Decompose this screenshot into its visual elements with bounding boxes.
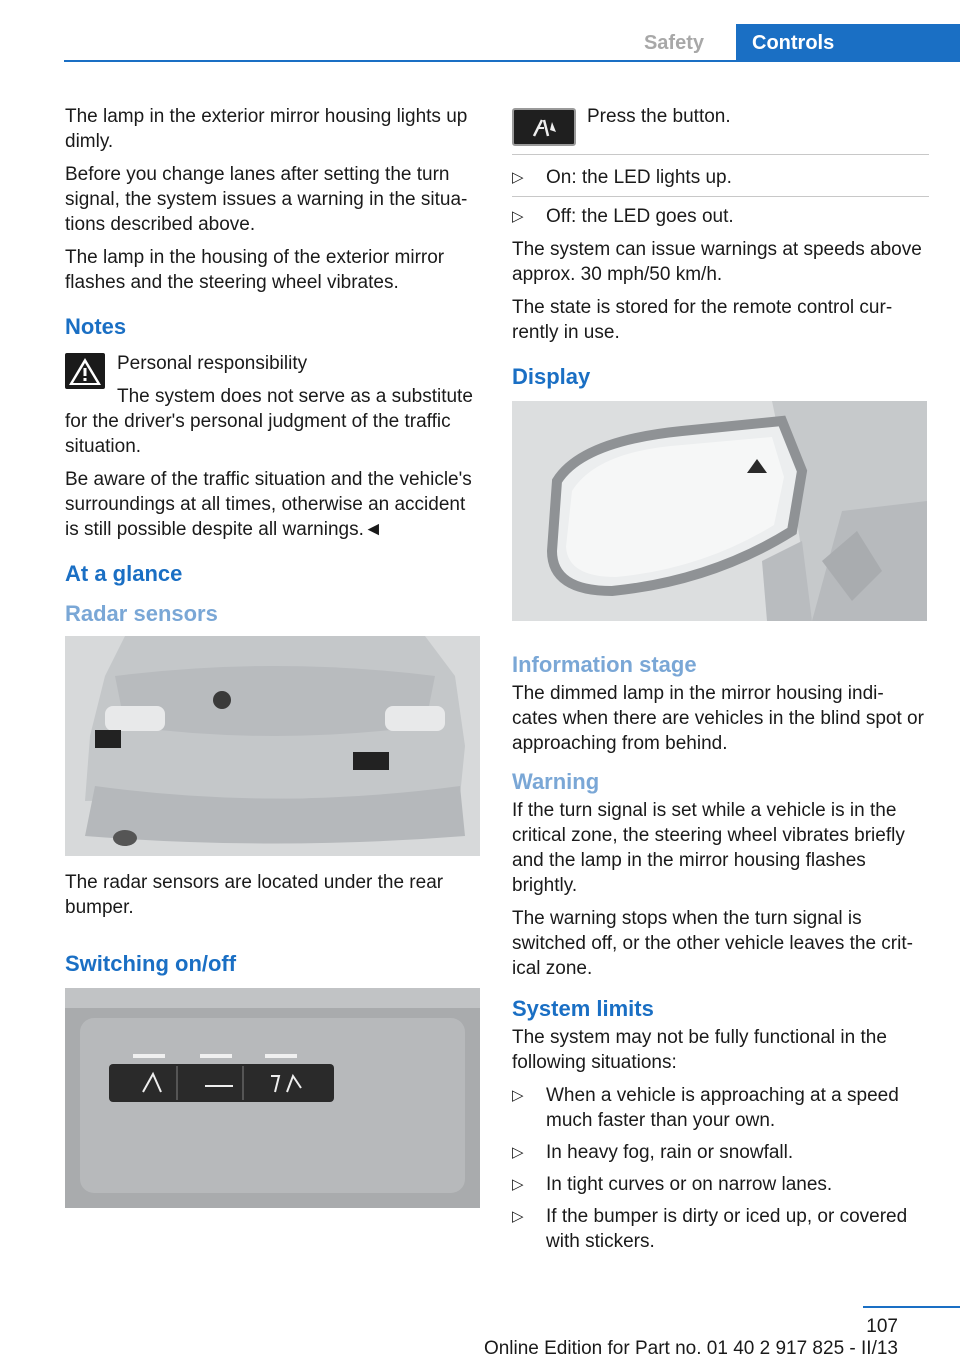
- paragraph: The warning stops when the turn signal is switched off, or the other vehicle leaves the crit‐ical zone.: [512, 908, 913, 979]
- heading-notes: Notes: [65, 314, 127, 339]
- paragraph: If the turn signal is set while a vehicle is in the critical zone, the steering wheel vibrates briefly and the lamp in the mirror housing flashes brightly.: [512, 800, 905, 896]
- press-instruction: Press the button.: [587, 106, 731, 127]
- on-off-list: [512, 165, 929, 229]
- heading-at-a-glance: At a glance: [65, 561, 183, 586]
- blind-spot-button-icon[interactable]: [512, 108, 576, 146]
- page-header: [0, 24, 960, 62]
- list-item: ▷ Off: the LED goes out.: [512, 204, 929, 229]
- list-item: ▷ In tight curves or on narrow lanes.: [512, 1172, 929, 1197]
- radar-caption: The radar sensors are located under the rear bumper.: [65, 872, 444, 918]
- list-item: ▷ If the bumper is dirty or iced up, or covered with stickers.: [512, 1204, 929, 1254]
- section-tab-controls[interactable]: Controls: [736, 24, 960, 62]
- list-item: ▷ On: the LED lights up.: [512, 165, 929, 197]
- paragraph: Before you change lanes after setting the turn signal, the system issues a warning in the situa‐tions described above.: [65, 164, 468, 235]
- heading-display: Display: [512, 364, 591, 389]
- list-item: ▷ In heavy fog, rain or snowfall.: [512, 1140, 929, 1165]
- edition-footer: Online Edition for Part no. 01 40 2 917 825 - II/13: [483, 1338, 898, 1359]
- page-number: 107: [866, 1316, 898, 1337]
- warning-triangle-icon: [65, 353, 105, 389]
- footer-rule: [863, 1306, 960, 1308]
- paragraph: The dimmed lamp in the mirror housing indi‐cates when there are vehicles in the blind spot or approaching from behind.: [512, 683, 924, 754]
- warning-note: [65, 351, 480, 376]
- switch-panel-figure: [65, 988, 480, 1208]
- note-title: Personal responsibility: [117, 353, 308, 374]
- right-column: [512, 104, 929, 1262]
- press-button-row: [512, 104, 929, 144]
- paragraph: The state is stored for the remote control cur‐rently in use.: [512, 297, 893, 343]
- paragraph: The system may not be fully functional in the following situations:: [512, 1027, 887, 1073]
- heading-information-stage: Information stage: [512, 652, 697, 677]
- heading-radar-sensors: Radar sensors: [65, 601, 218, 626]
- paragraph: The system does not serve as a substitute for the driver's personal judgment of the traffic situation.: [65, 386, 473, 457]
- section-tab-safety[interactable]: Safety: [643, 32, 704, 54]
- heading-warning: Warning: [512, 769, 600, 794]
- limits-list: [512, 1083, 929, 1254]
- list-item: ▷ When a vehicle is approaching at a speed much faster than your own.: [512, 1083, 929, 1133]
- paragraph: The lamp in the exterior mirror housing lights up dimly.: [65, 106, 468, 152]
- paragraph: Be aware of the traffic situation and the vehicle's surroundings at all times, otherwise an accident is still possible despite all warnings.◄: [65, 469, 472, 540]
- heading-system-limits: System limits: [512, 996, 654, 1021]
- divider: [512, 154, 929, 155]
- header-rule: [64, 60, 960, 62]
- left-column: [65, 104, 480, 1208]
- heading-switching: Switching on/off: [65, 951, 237, 976]
- rear-bumper-figure: [65, 636, 480, 856]
- paragraph: The lamp in the housing of the exterior mirror flashes and the steering wheel vibrates.: [65, 247, 445, 293]
- mirror-figure: [512, 401, 927, 621]
- paragraph: The system can issue warnings at speeds above approx. 30 mph/50 km/h.: [512, 239, 922, 285]
